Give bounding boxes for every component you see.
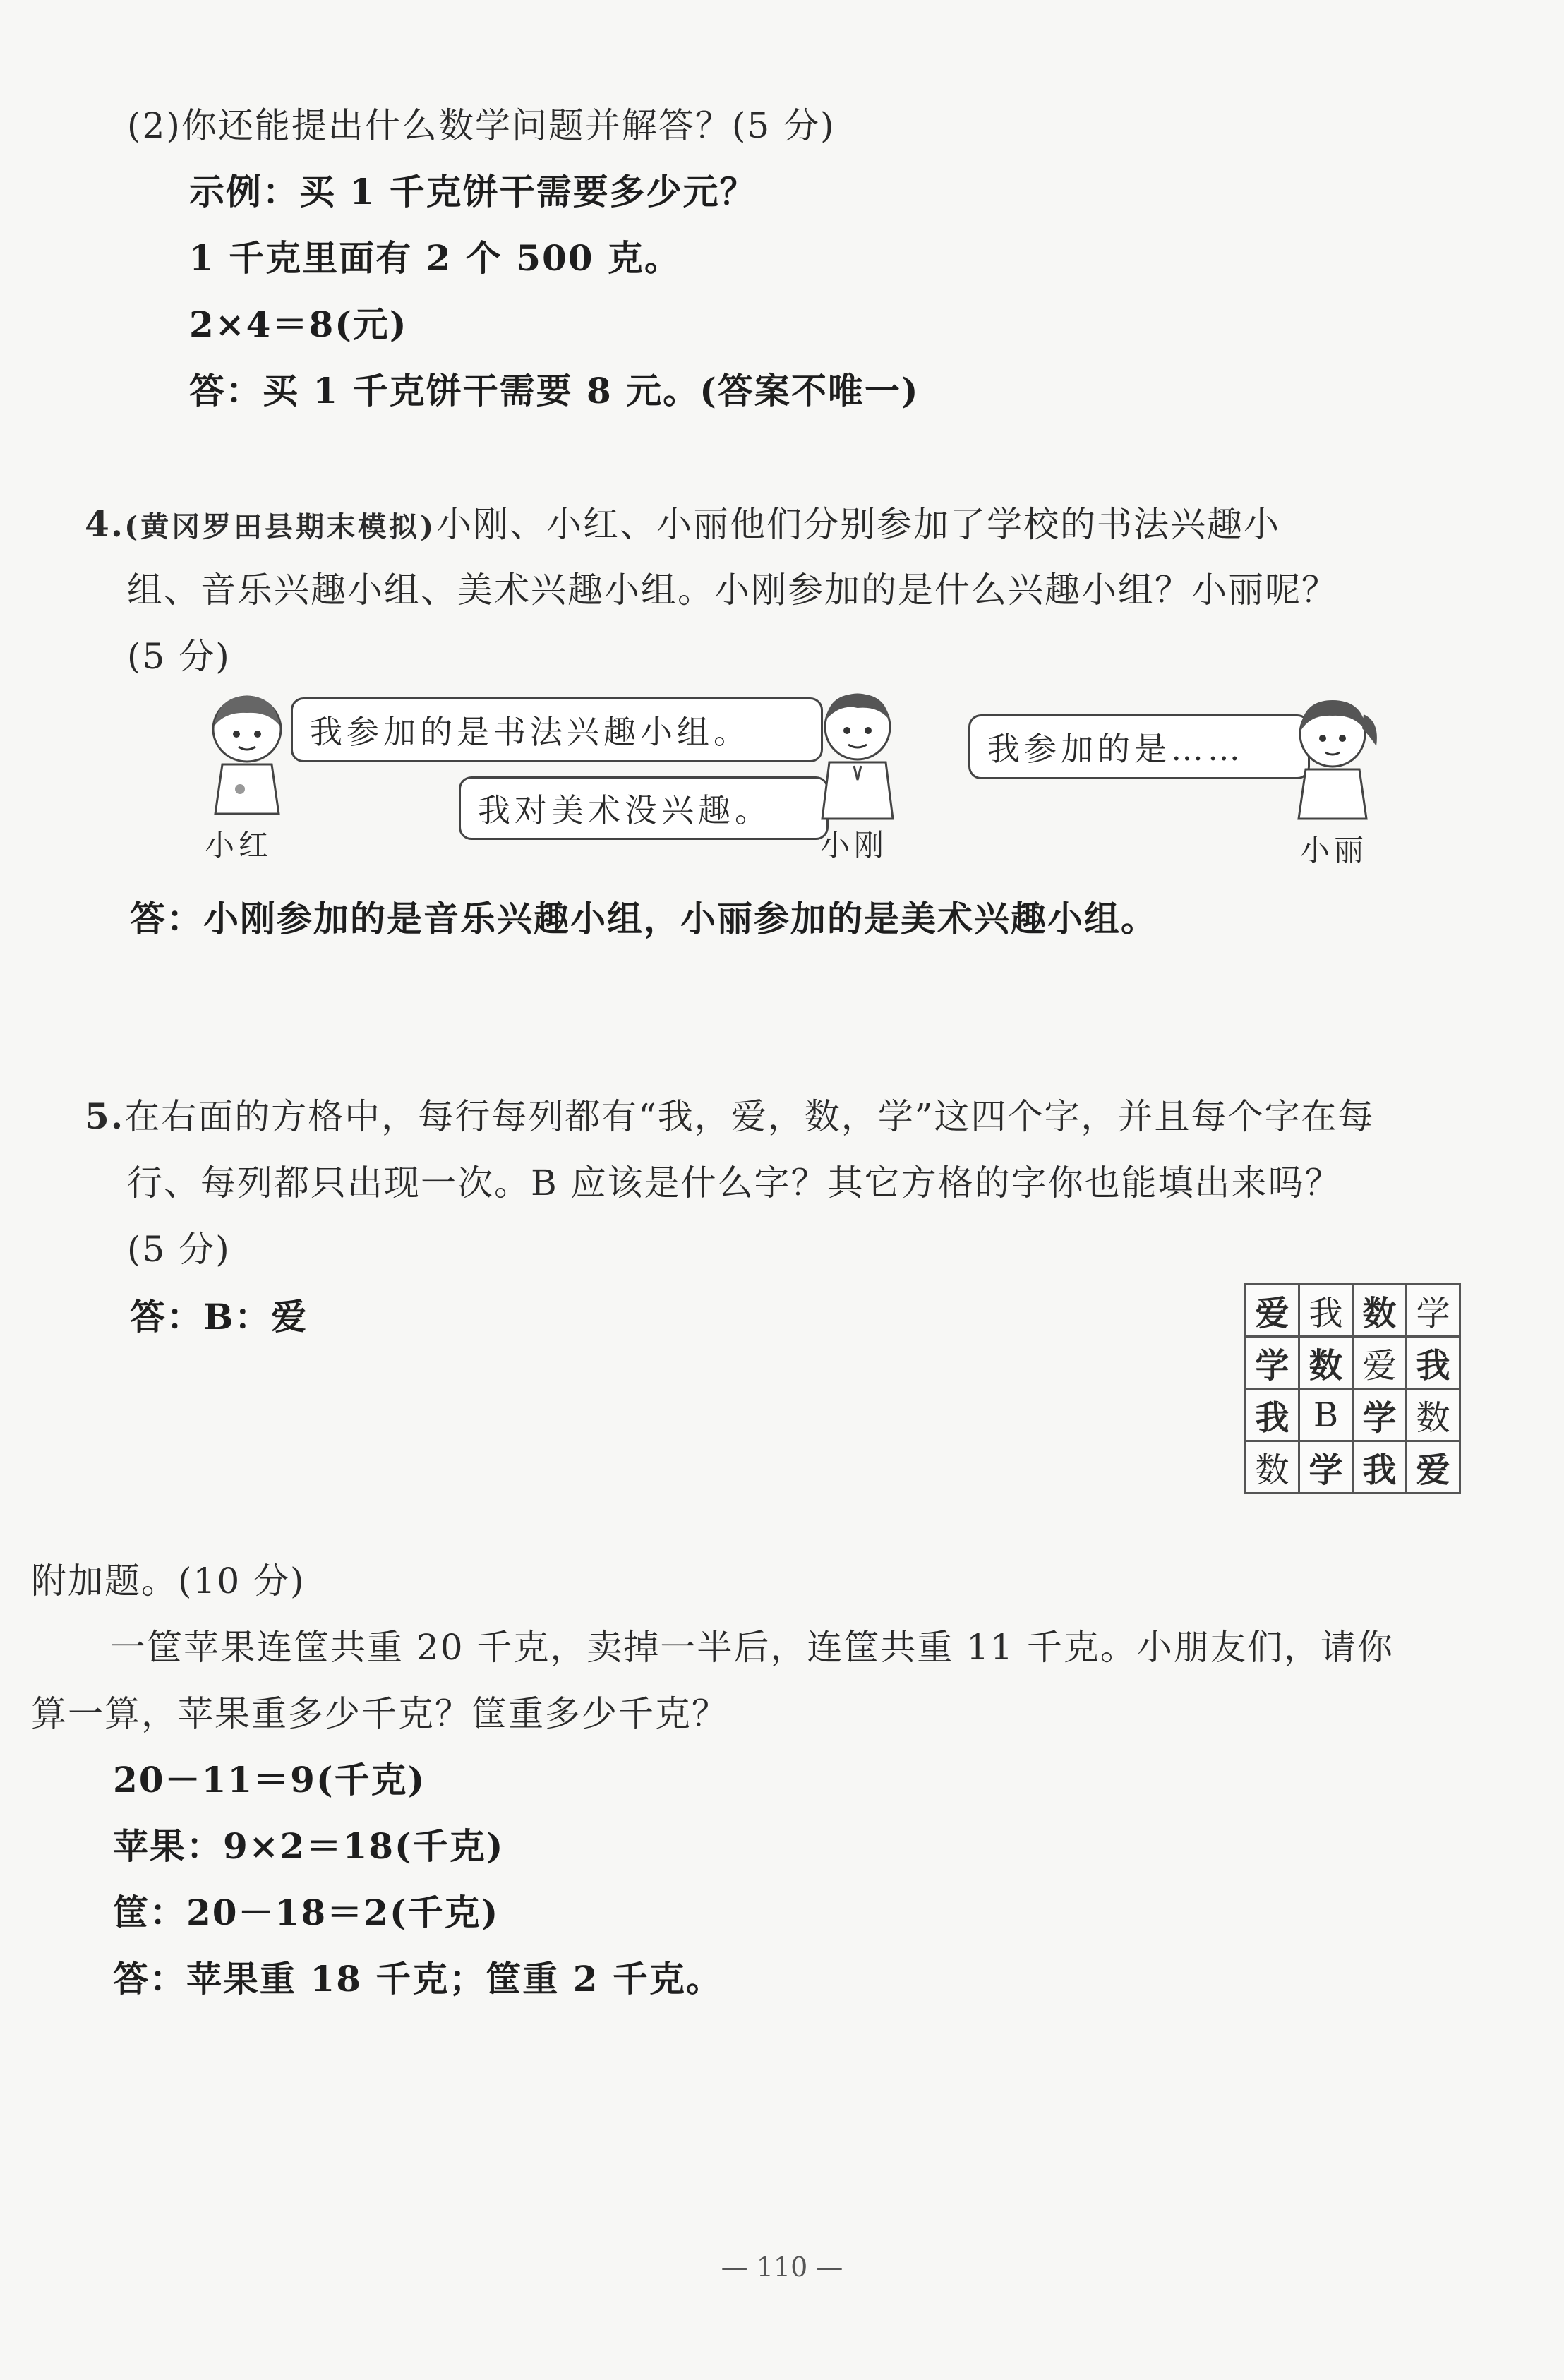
q4-answer: 答：小刚参加的是音乐兴趣小组，小丽参加的是美术兴趣小组。 <box>130 898 1157 939</box>
grid-cell: 学 <box>1299 1441 1353 1493</box>
extra-line-3: 筐：20－18＝2(千克) <box>113 1892 500 1933</box>
part2-answer-line-4: 答：买 1 千克饼干需要 8 元。(答案不唯一) <box>189 370 920 411</box>
grid-cell: 数 <box>1246 1441 1299 1493</box>
grid-row <box>1246 1337 1460 1389</box>
part2-answer-line-1: 示例：买 1 千克饼干需要多少元？ <box>189 171 757 212</box>
grid-cell: 我 <box>1353 1441 1407 1493</box>
bubble-xiaoli: 我参加的是…… <box>968 714 1310 779</box>
extra-text-2: 算一算，苹果重多少千克？筐重多少千克？ <box>31 1693 728 1734</box>
grid-row <box>1246 1441 1460 1493</box>
q4-number: 4. <box>85 503 125 545</box>
xiaogang-illustration <box>812 688 903 822</box>
grid-cell: 数 <box>1299 1337 1353 1389</box>
q4-text-2: 组、音乐兴趣小组、美术兴趣小组。小刚参加的是什么兴趣小组？小丽呢？ <box>127 570 1338 611</box>
extra-title: 附加题。(10 分) <box>31 1561 306 1601</box>
grid-cell: 数 <box>1407 1389 1460 1441</box>
q4-source: (黄冈罗田县期末模拟) <box>124 510 437 543</box>
q5-text-2: 行、每列都只出现一次。B 应该是什么字？其它方格的字你也能填出来吗？ <box>127 1162 1342 1203</box>
q4-line-1 <box>85 496 1280 547</box>
extra-line-2: 苹果：9×2＝18(千克) <box>113 1825 505 1867</box>
q5-line-1 <box>85 1088 1374 1139</box>
q5-text-1: 在右面的方格中，每行每列都有“我，爱，数，学”这四个字，并且每个字在每 <box>124 1096 1375 1137</box>
extra-line-4: 答：苹果重 18 千克；筐重 2 千克。 <box>113 1958 723 2000</box>
grid-cell: 学 <box>1353 1389 1407 1441</box>
page-number: — 110 — <box>721 2252 843 2283</box>
grid-cell: B <box>1299 1389 1353 1441</box>
grid-cell: 数 <box>1353 1285 1407 1337</box>
grid-cell: 我 <box>1299 1285 1353 1337</box>
label-xiaoli: 小丽 <box>1300 833 1368 867</box>
bubble-xiaogang: 我对美术没兴趣。 <box>459 776 829 840</box>
grid-cell: 爱 <box>1407 1441 1460 1493</box>
grid-cell: 我 <box>1407 1337 1460 1389</box>
grid-cell: 爱 <box>1246 1285 1299 1337</box>
q4-text-1: 小刚、小红、小丽他们分别参加了学校的书法兴趣小 <box>436 504 1281 545</box>
grid-cell: 爱 <box>1353 1337 1407 1389</box>
xiaoli-illustration <box>1285 693 1383 820</box>
q5-number: 5. <box>85 1095 125 1137</box>
grid-cell: 我 <box>1246 1389 1299 1441</box>
label-xiaohong: 小红 <box>205 828 273 863</box>
word-grid <box>1244 1283 1461 1494</box>
grid-cell: 学 <box>1407 1285 1460 1337</box>
part2-answer-line-3: 2×4＝8(元) <box>189 303 408 345</box>
grid-cell: 学 <box>1246 1337 1299 1389</box>
bubble-xiaohong: 我参加的是书法兴趣小组。 <box>291 697 823 762</box>
q4-points: (5 分) <box>127 636 231 677</box>
part2-answer-line-2: 1 千克里面有 2 个 500 克。 <box>189 237 681 279</box>
extra-text-1: 一筐苹果连筐共重 20 千克，卖掉一半后，连筐共重 11 千克。小朋友们，请你 <box>110 1627 1394 1668</box>
part2-question: (2)你还能提出什么数学问题并解答？(5 分) <box>127 105 836 146</box>
grid-row <box>1246 1389 1460 1441</box>
q5-points: (5 分) <box>127 1229 231 1270</box>
label-xiaogang: 小刚 <box>820 828 889 863</box>
xiaohong-illustration <box>205 690 289 817</box>
q5-answer: 答：B：爱 <box>130 1296 308 1338</box>
grid-row <box>1246 1285 1460 1337</box>
extra-line-1: 20－11＝9(千克) <box>113 1759 426 1801</box>
